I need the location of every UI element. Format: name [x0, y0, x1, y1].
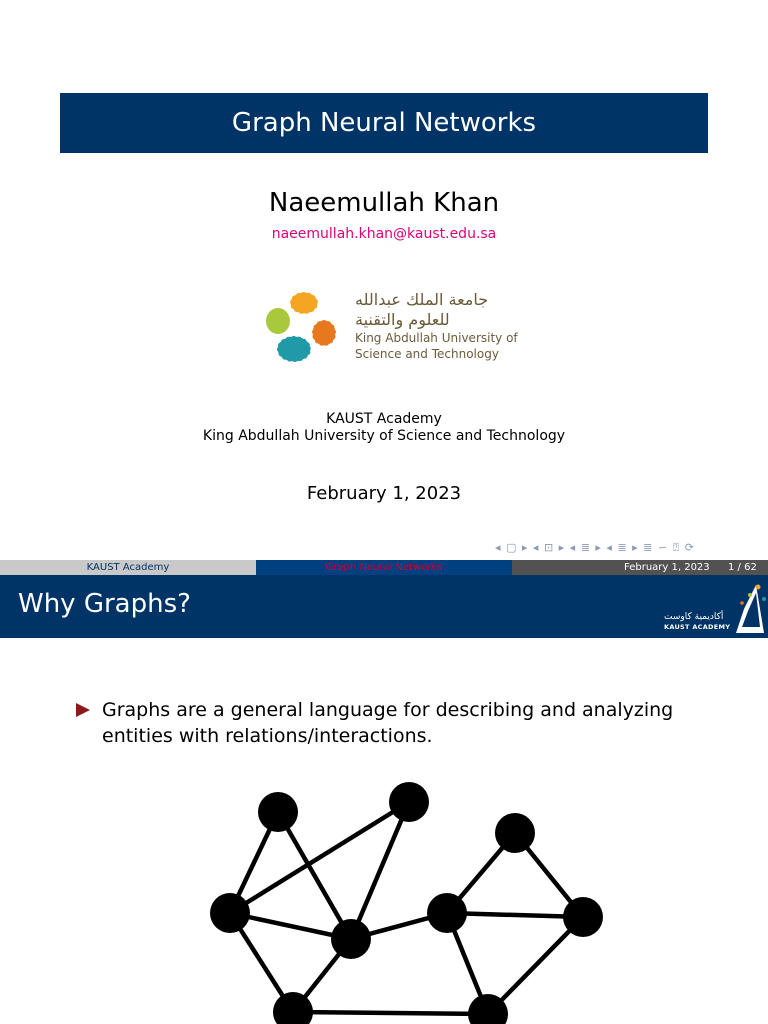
- presentation-title-bar: [60, 93, 708, 153]
- node: [427, 893, 467, 933]
- frame-title: Why Graphs?: [18, 589, 191, 619]
- beamer-navigation-icons[interactable]: ◂ ▢ ▸ ◂ ⊡ ▸ ◂ ≣ ▸ ◂ ≣ ▸ ≣ ∽ ⍰ ⟳: [495, 541, 695, 554]
- kaust-logo-text: [355, 290, 518, 362]
- bullet-text: Graphs are a general language for describing and analyzing entities with relations/interactions.: [102, 699, 674, 747]
- academy-emblem: [736, 585, 766, 634]
- example-graph-diagram: [0, 760, 768, 1024]
- academy-logo-arabic: أكاديمية كاوست: [664, 612, 724, 622]
- edge: [488, 917, 583, 1014]
- footer-page-number: 1 / 62: [728, 562, 757, 573]
- logo-english-line-2: Science and Technology: [355, 347, 499, 361]
- footer-institute: KAUST Academy: [0, 560, 256, 575]
- presentation-date: February 1, 2023: [306, 483, 462, 504]
- institute-line-1: KAUST Academy: [326, 411, 442, 427]
- bullet-item: [76, 697, 716, 749]
- author-name: Naeemullah Khan: [268, 188, 500, 218]
- node: [495, 813, 535, 853]
- logo-arabic-line-1: جامعة الملك عبدالله: [355, 290, 489, 309]
- kaust-emblem: [266, 292, 336, 362]
- node: [258, 792, 298, 832]
- footer-date: February 1, 2023: [624, 562, 710, 573]
- institute-line-2: King Abdullah University of Science and Technology: [202, 428, 566, 444]
- bullet-triangle-icon: [76, 703, 90, 717]
- logo-english-line-1: King Abdullah University of: [355, 331, 518, 345]
- node: [563, 897, 603, 937]
- slide-footer: [0, 560, 768, 575]
- node: [331, 919, 371, 959]
- footer-title: Graph Neural Networks: [256, 560, 512, 575]
- node: [389, 782, 429, 822]
- edge: [293, 1012, 488, 1014]
- frame-title-bar: [0, 575, 768, 638]
- footer-right: [512, 560, 768, 575]
- graph-nodes: [210, 782, 603, 1024]
- presentation-title: Graph Neural Networks: [231, 108, 537, 138]
- logo-arabic-line-2: للعلوم والتقنية: [355, 310, 450, 329]
- academy-logo-english: KAUST ACADEMY: [664, 623, 731, 631]
- edge: [447, 913, 583, 917]
- node: [210, 893, 250, 933]
- author-email-link[interactable]: naeemullah.khan@kaust.edu.sa: [271, 226, 497, 242]
